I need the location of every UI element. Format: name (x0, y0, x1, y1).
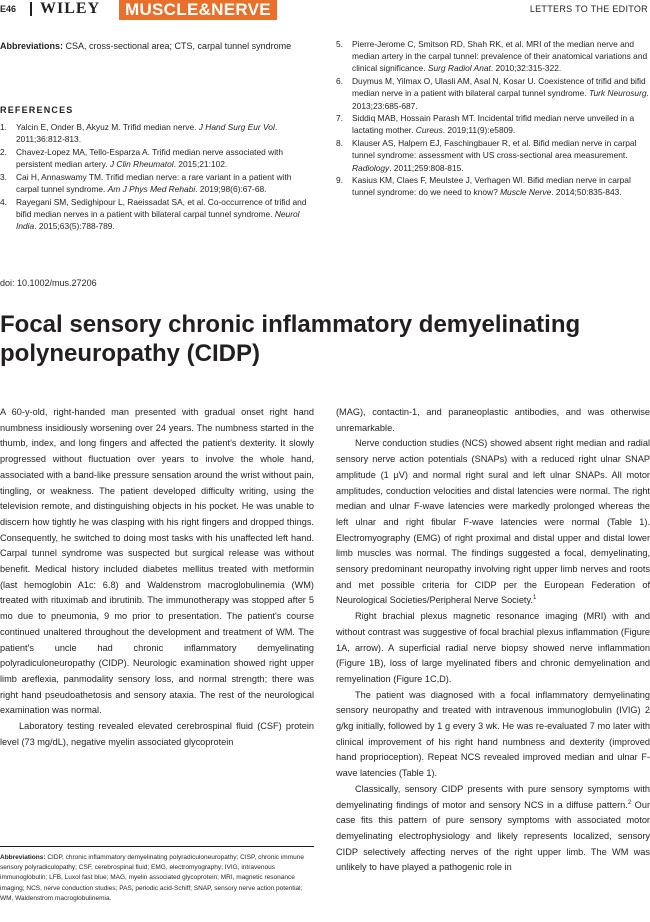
reference-number: 8. (336, 138, 343, 149)
reference-citation: . 2019;98(6):67-68. (195, 184, 267, 195)
reference-journal: Am J Phys Med Rehabi (107, 184, 196, 195)
section-label: LETTERS TO THE EDITOR (529, 4, 648, 14)
reference-authors-title: Klauser AS, Halpern EJ, Faschingbauer R, et al. Bifid median nerve in carpal tunnel syndrome: assessment with US cross-sectional area measurement. (352, 138, 637, 161)
reference-citation: . 2013;23:685-687. (352, 88, 649, 111)
header-divider (30, 2, 32, 16)
journal-logo: MUSCLE&NERVE (119, 0, 277, 20)
reference-journal: Muscle Nerve (500, 187, 552, 198)
reference-citation: . 2011;259:808-815. (389, 162, 464, 173)
reference-number: 7. (336, 113, 343, 124)
article-doi: doi: 10.1002/mus.27206 (0, 278, 97, 288)
reference-citation: . 2010;32:315-322. (490, 63, 562, 74)
reference-journal: J Hand Surg Eur Vol (198, 122, 275, 132)
reference-number: 2. (0, 146, 7, 157)
reference-citation: . 2015;21:102. (173, 159, 228, 170)
reference-item (0, 171, 314, 195)
article-title: Focal sensory chronic inflammatory demyelinating polyneuropathy (CIDP) (0, 311, 581, 367)
body-paragraph: (MAG), contactin-1, and paraneoplastic antibodies, and was otherwise unremarkable. (336, 407, 650, 433)
reference-authors-title: Yalcin E, Onder B, Akyuz M. Trifid median nerve. (16, 122, 199, 132)
reference-journal: J Clin Rheumatol (109, 159, 174, 170)
footnote-label: Abbreviations: (0, 854, 46, 861)
reference-list-left (0, 121, 314, 233)
body-column-left (0, 405, 314, 750)
body-paragraph: The patient was diagnosed with a focal inflammatory demyelinating sensory neuropathy and treated with intravenous immunoglobulin (IVIG) 2 g/kg initially, followed by 1 g every 3 wk. He was re-evaluated 7 mo later with clinical improvement of his right hand numbness and dexterity (improved hand proprioception). Repeat NCS revealed improved median and ulnar F-wave latencies (Table 1). (336, 689, 650, 779)
reference-item (336, 38, 650, 75)
body-paragraph (336, 436, 650, 609)
footnote-text: CIDP, chronic inflammatory demyelinating polyradiculoneuropathy; CISP, chronic immune sensory polyradiculopathy; CSF, cerebrospinal fluid; EMG, electromyography; IVIG, intravenous immunoglobulin; LFB, Luxol fast blue; MAG, myelin associated glycoprotein; MRI, magnetic resonance imaging; NCS, nerve conduction studies; PAS, periodic acid-Schiff; SNAP, sensory nerve action potential; WM, Waldenstrom macroglobulinemia. (0, 854, 304, 902)
reference-item (0, 121, 314, 145)
reference-number: 6. (336, 76, 343, 87)
reference-authors-title: Siddiq MAB, Hossain Parash MT. Incidental trifid median nerve unveiled in a lactating mother. (352, 113, 635, 136)
body-paragraph: A 60-y-old, right-handed man presented with gradual onset right hand numbness insidiously worsening over 24 years. The numbness started in the thumb, index, and long fingers and affected the patient's dexterity. It slowly progressed without fluctuation over years to involve the whole hand, associated with a band-like pressure sensation around the wrist without pain, tingling, or weakness. The patient developed difficulty writing, using the television remote, and distinguishing objects in his pocket. He was unable to discern how tightly he was clasping with his right fingers and dropped things. Consequently, he switched to doing most tasks with his unaffected left hand. Carpal tunnel syndrome was suspected but surgical release was without benefit. Medical history included diabetes mellitus treated with metformin (last hemoglobin A1c: 6.8) and Waldenstrom macroglobulinemia (WM) treated with rituximab and ibrutinib. The immunotherapy was stopped after 5 mo due to pneumonia, 9 mo prior to presentation. The patient's course continued unaltered throughout the development and treatment of WM. The patient's uncle had chronic inflammatory demyelinating polyradiculoneuropathy (CIDP). Neurologic examination showed right upper limb areflexia, panmodality sensory loss, and normal strength; there was right hand pseudoathetosis and sensory ataxia. The rest of the neurological examination was normal. (0, 407, 314, 716)
reference-journal: Turk Neurosurg (588, 88, 647, 99)
reference-authors-title: Cai H, Annaswamy TM. Trifid median nerve: a rare variant in a patient with carpal tunnel syndrome. (16, 171, 292, 195)
references-heading: REFERENCES (0, 105, 74, 115)
abbreviations-text: CSA, cross-sectional area; CTS, carpal tunnel syndrome (63, 41, 292, 51)
reference-authors-title: Rayegani SM, Sedighipour L, Raeissadat SA, et al. Co-occurrence of trifid and bifid median nerves in a patient with bilateral carpal tunnel syndrome. (16, 196, 307, 219)
reference-authors-title: Kasius KM, Claes F, Meulstee J, Verhagen WI. Bifid median nerve in carpal tunnel syndrome: do we need to know? (352, 175, 631, 198)
reference-item (336, 75, 650, 112)
reference-number: 9. (336, 175, 343, 186)
reference-citation: . 2015;63(5):788-789. (34, 221, 115, 232)
body-paragraph: Laboratory testing revealed elevated cerebrospinal fluid (CSF) protein level (73 mg/dL), negative myelin associated glycoprotein (0, 721, 314, 747)
abbreviations-label: Abbreviations: (0, 41, 64, 51)
footnote-abbreviations (0, 853, 314, 904)
footnote-divider (0, 846, 314, 847)
reference-journal: Cureus (415, 125, 443, 136)
reference-authors-title: Pierre-Jerome C, Smitson RD, Shah RK, et al. MRI of the median nerve and median artery in the carpal tunnel: prevalence of their anatomical variations and clinical significance. (352, 39, 648, 74)
body-column-right (336, 405, 650, 876)
abbreviations-block (0, 40, 312, 54)
reference-journal: Neurol India (16, 208, 300, 232)
body-text: Nerve conduction studies (NCS) showed absent right median and radial sensory nerve action potentials (SNAPs) with a reduced right ulnar SNAP amplitude (1 μV) and normal right sural and left ulnar SNAPs. All motor amplitudes, conduction velocities and distal latencies were normal. The right median and ulnar F-wave latencies were markedly prolonged whereas the left ulnar and right fibular F-wave latencies were normal (Table 1). Electromyography (EMG) of right proximal and distal upper and distal lower limb muscles was normal. The findings suggested a focal, demyelinating, sensory predominant neuropathy involving right upper limb nerves and roots and met possible criteria for CIDP per the European Federation of Neurological Societies/Peripheral Nerve Society. (336, 438, 650, 606)
publisher-logo: WILEY (40, 0, 101, 17)
reference-authors-title: Duymus M, Yilmax O, Ulasli AM, Asal N, Kosar U. Coexistence of trifid and bifid median nerve in a patient with bilateral carpal tunnel syndrome. (352, 76, 646, 99)
page-number: E46 (0, 4, 17, 14)
reference-number: 1. (0, 122, 7, 132)
reference-item (336, 112, 650, 136)
body-text: Classically, sensory CIDP presents with pure sensory symptoms with demyelinating findings of motor and sensory NCS in a diffuse pattern. (336, 783, 650, 810)
reference-journal: Surg Radiol Anat (427, 63, 491, 74)
reference-number: 5. (336, 39, 343, 49)
reference-item (336, 174, 650, 198)
citation-superscript: 1 (532, 595, 537, 602)
reference-number: 3. (0, 171, 7, 182)
reference-citation: . 2011;36:812-813. (16, 122, 278, 145)
citation-superscript: 2 (627, 799, 632, 806)
reference-item (0, 196, 314, 233)
body-paragraph: Right brachial plexus magnetic resonance imaging (MRI) with and without contrast was suggestive of focal brachial plexus inflammation (Figure 1A, arrow). A superficial radial nerve biopsy showed nerve inflammation (Figure 1B), loss of large myelinated fibers and chronic demyelination and remyelination (Figure 1C,D). (336, 611, 650, 684)
reference-number: 4. (0, 196, 7, 207)
body-paragraph (336, 782, 650, 876)
reference-journal: Radiology (352, 162, 390, 173)
reference-citation: . 2014;50:835-843. (551, 187, 622, 198)
reference-item (336, 137, 650, 174)
reference-item (0, 146, 314, 170)
body-text: Our case fits this pattern of pure sensory symptoms with associated motor demyelinating electrophysiology and likely represents localized, sensory CIDP selectively affecting nerves of the right upper limb. The WM was unlikely to have played a pathogenic role in (336, 799, 650, 873)
reference-list-right (336, 38, 650, 199)
reference-authors-title: Chavez-Lopez MA, Tello-Esparza A. Trifid median nerve associated with persistent median artery. (16, 146, 284, 170)
reference-citation: . 2019;11(9):e5809. (442, 125, 516, 136)
